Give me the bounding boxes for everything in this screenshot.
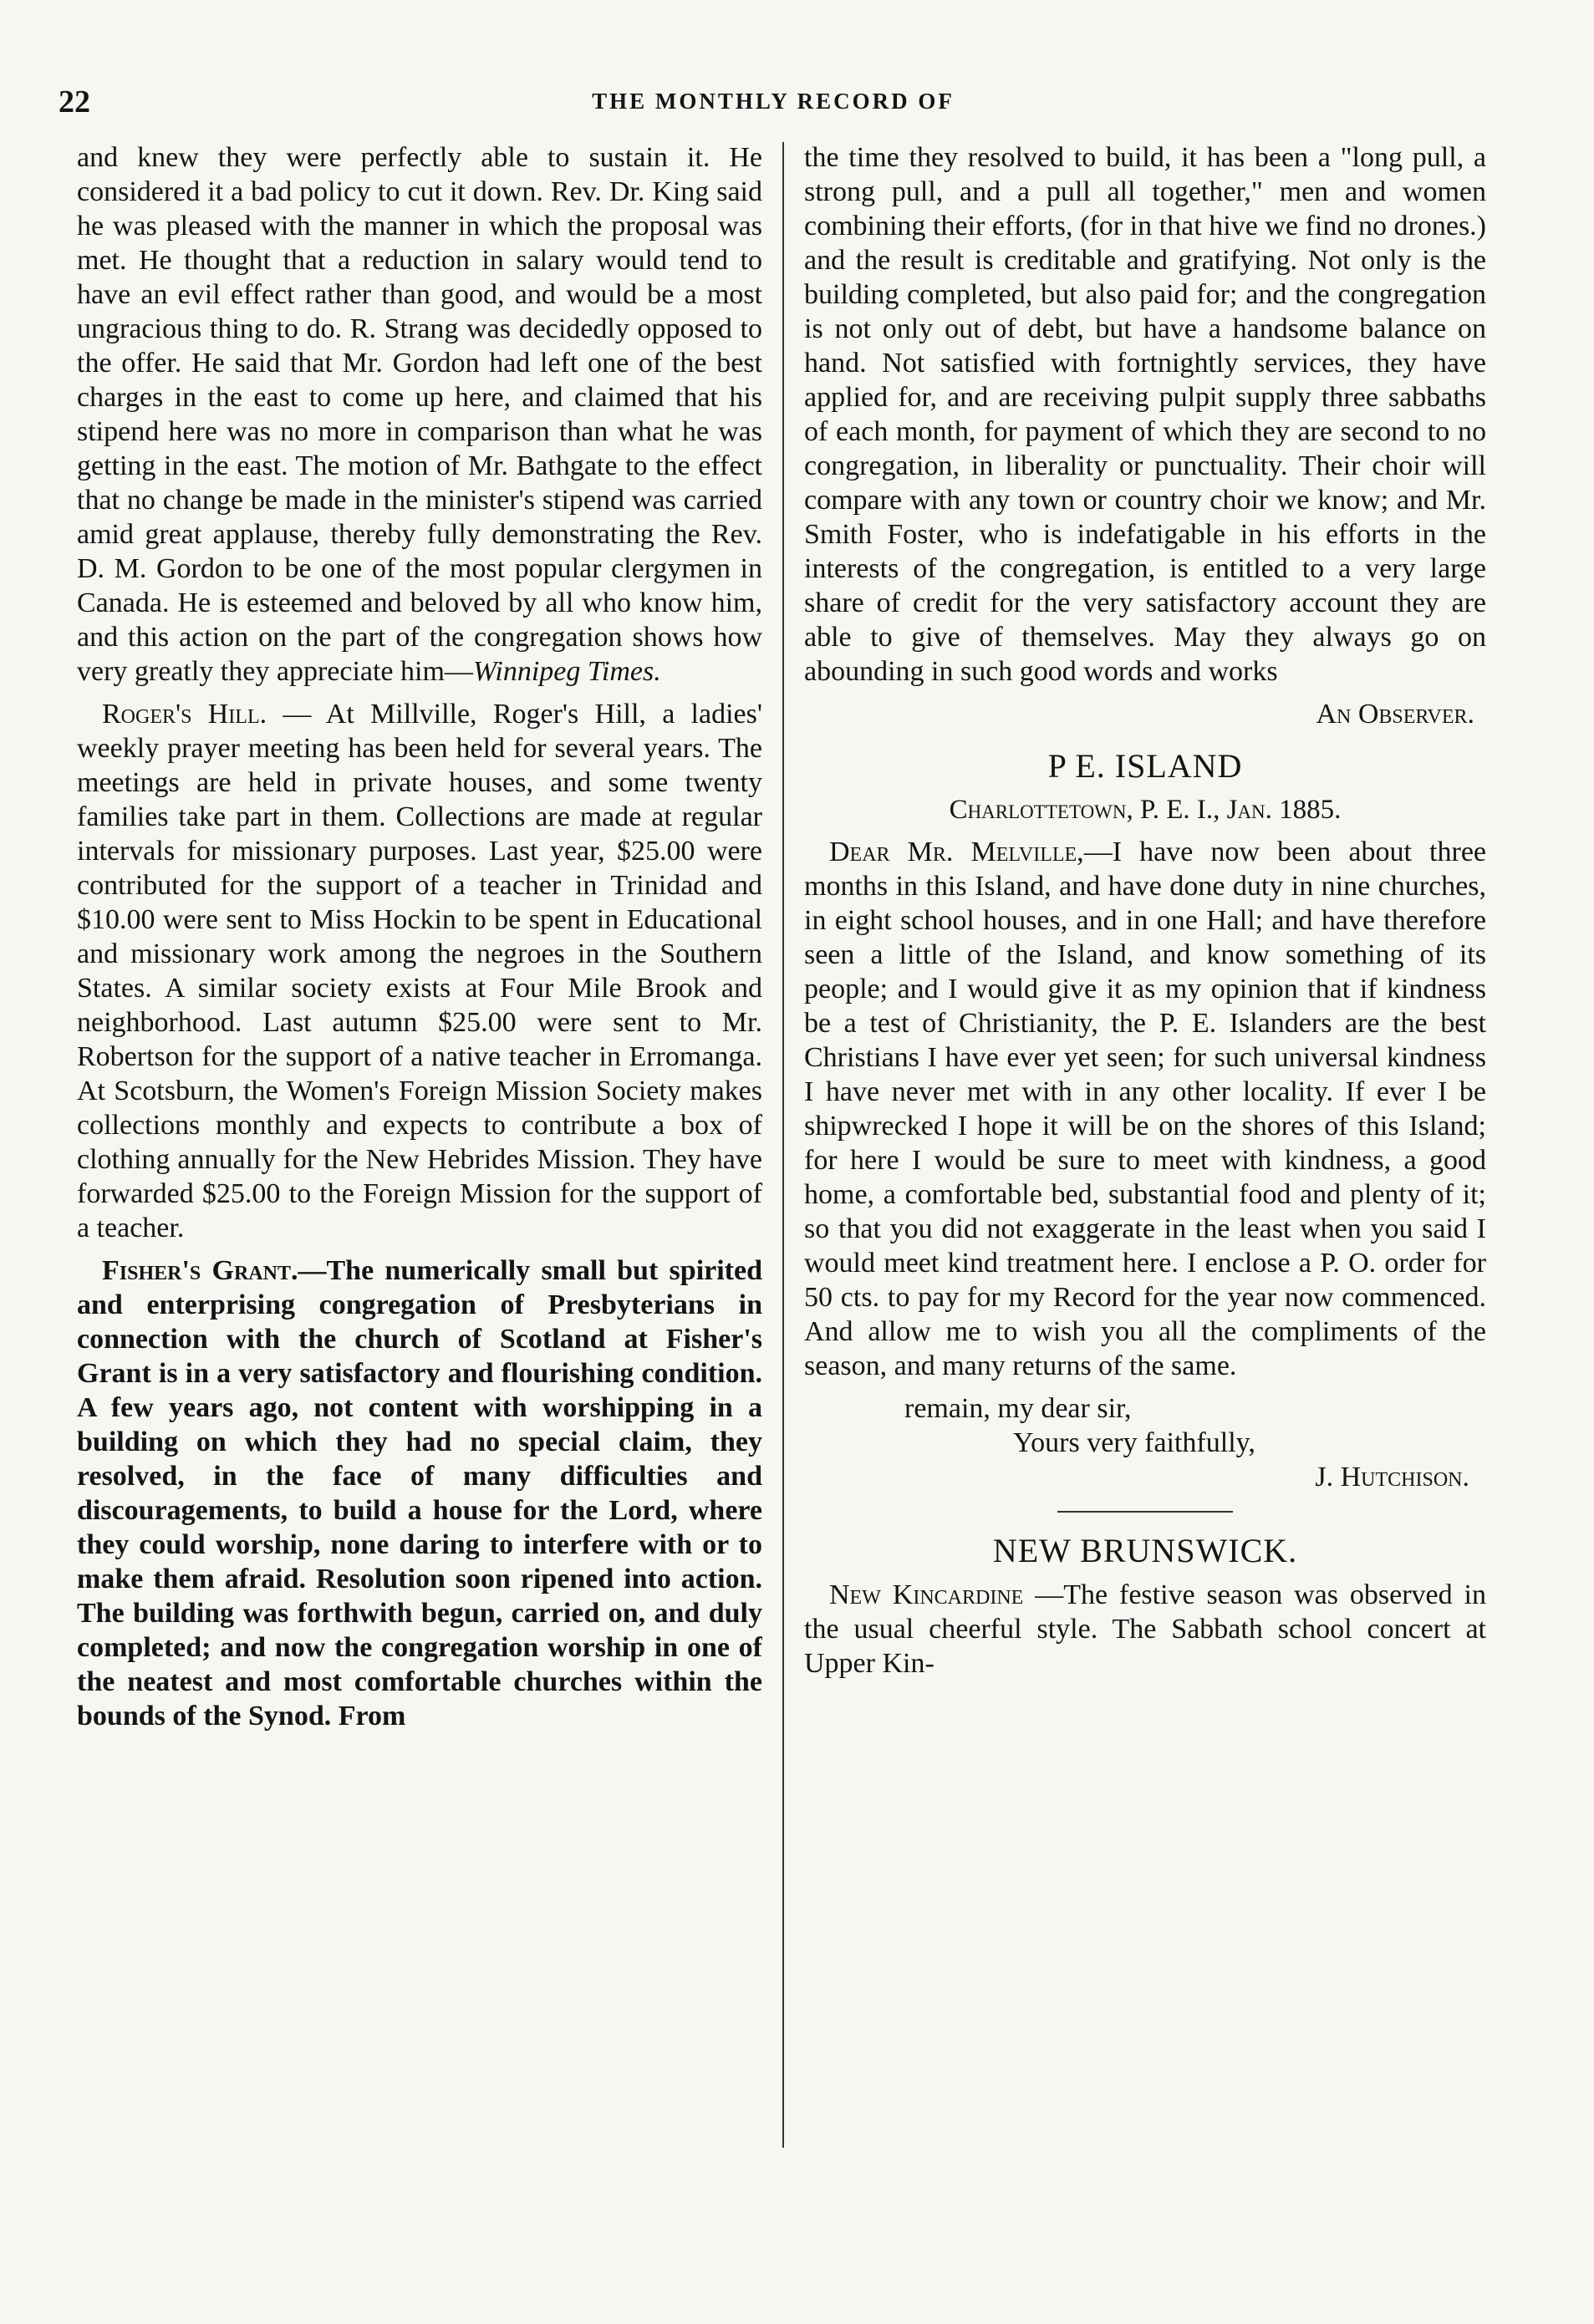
paragraph-text: — At Millville, Roger's Hill, a ladies' weekly prayer meeting has been held for several years. The meetings are held in private houses, and some twenty families take part in them. Collections are made at regular intervals for missionary purposes. Last year, $25.00 were contributed for the support of a teacher in Trinidad and $10.00 were sent to Miss Hockin to be spent in Educational and missionary work among the negroes in the Southern States. A similar society exists at Four Mile Brook and neighborhood. Last autumn $25.00 were sent to Mr. Robertson for the support of a native teacher in Erromanga. At Scotsburn, the Women's Foreign Mission Society makes collections monthly and expects to contribute a box of clothing annually for the New Hebrides Mission. They have forwarded $25.00 to the Foreign Mission for the support of a teacher.	[77, 699, 762, 1243]
right-column	[804, 140, 1486, 2163]
letter-salutation: Dear Mr. Melville,	[829, 837, 1084, 867]
paragraph-heading: New Kincardine	[829, 1579, 1024, 1610]
paragraph-text: —The numerically small but spirited and enterprising congregation of Presbyterians in connection with the church of Scotland at Fisher's Grant is in a very satisfactory and flourishing condition. A few years ago, not content with worshipping in a building on which they had no special claim, they resolved, in the face of many difficulties and discouragements, to build a house for the Lord, where they could worship, none daring to interfere with or to make them afraid. Resolution soon ripened into action. The building was forthwith begun, carried on, and duly completed; and now the congregation worship in one of the neatest and most comfortable churches within the bounds of the Synod. From	[77, 1255, 762, 1732]
section-heading-new-brunswick: NEW BRUNSWICK.	[992, 1532, 1298, 1569]
paragraph-text: and knew they were perfectly able to sustain it. He considered it a bad policy to cut it down. Rev. Dr. King said he was pleased with the manner in which the proposal was met. He thought that a reduction in salary would tend to have an evil effect rather than good, and would be a most ungracious thing to do. R. Strang was decidedly opposed to the offer. He said that Mr. Gordon had left one of the best charges in the east to come up here, and claimed that his stipend here was no more in comparison than what he was getting in the east. The motion of Mr. Bathgate to the effect that no change be made in the minister's stipend was carried amid great applause, thereby fully demonstrating the Rev. D. M. Gordon to be one of the most popular clergymen in Canada. He is esteemed and beloved by all who know him, and this action on the part of the congregation shows how very greatly they appreciate him—	[77, 142, 762, 687]
letter-closing: remain, my dear sir,	[904, 1393, 1132, 1424]
article-signature: An Observer.	[1316, 699, 1474, 730]
paragraph-heading: Fisher's Grant.	[102, 1255, 298, 1286]
running-head	[59, 84, 1488, 125]
article-paragraph	[77, 140, 762, 689]
letter-dateline: Charlottetown, P. E. I., Jan. 1885.	[949, 795, 1342, 825]
article-paragraph	[77, 1254, 762, 1733]
letter-closing: Yours very faithfully,	[1013, 1427, 1255, 1458]
left-column	[77, 140, 762, 2163]
article-paragraph	[804, 1578, 1486, 1681]
article-paragraph	[77, 697, 762, 1245]
paragraph-heading: Roger's Hill.	[102, 699, 267, 730]
letter-signature: J. Hutchison.	[1315, 1462, 1469, 1493]
letter-body	[804, 835, 1486, 1383]
paragraph-text: —The festive season was observed in the usual cheerful style. The Sabbath school concert at Upper Kin-	[804, 1579, 1486, 1679]
column-divider	[782, 142, 784, 2148]
section-separator	[1057, 1511, 1233, 1513]
section-heading-pei: P E. ISLAND	[1047, 747, 1243, 785]
page-number: 22	[59, 84, 90, 120]
article-paragraph: the time they resolved to build, it has been a "long pull, a strong pull, and a pull all together," men and women combining their efforts, (for in that hive we find no drones.) and the result is creditable and gratifying. Not only is the building completed, but also paid for; and the congregation is not only out of debt, but have a handsome balance on hand. Not satisfied with fortnightly services, they have applied for, and are receiving pulpit supply three sabbaths of each month, for payment of which they are second to no congregation, in liberality or punctuality. Their choir will compare with any town or country choir we know; and Mr. Smith Foster, who is indefatigable in his efforts in the interests of the congregation, is entitled to a very large share of credit for the very satisfactory account they are able to give of themselves. May they always go on abounding in such good words and works	[804, 142, 1486, 687]
letter-text: —I have now been about three months in this Island, and have done duty in nine churches, in eight school houses, and in one Hall; and have therefore seen a little of the Island, and know something of its people; and I would give it as my opinion that if kindness be a test of Christianity, the P. E. Islanders are the best Christians I have ever yet seen; for such universal kindness I have never met with in any other locality. If ever I be shipwrecked I hope it will be on the shores of this Island; for here I would be sure to meet with kindness, a good home, a comfortable bed, substantial food and plenty of it; so that you did not exaggerate in the least when you said I would meet kind treatment here. I enclose a P. O. order for 50 cts. to pay for my Record for the year now commenced. And allow me to wish you all the compliments of the season, and many returns of the same.	[804, 837, 1486, 1381]
source-citation: Winnipeg Times.	[472, 656, 661, 687]
journal-title: THE MONTHLY RECORD OF	[592, 89, 955, 114]
